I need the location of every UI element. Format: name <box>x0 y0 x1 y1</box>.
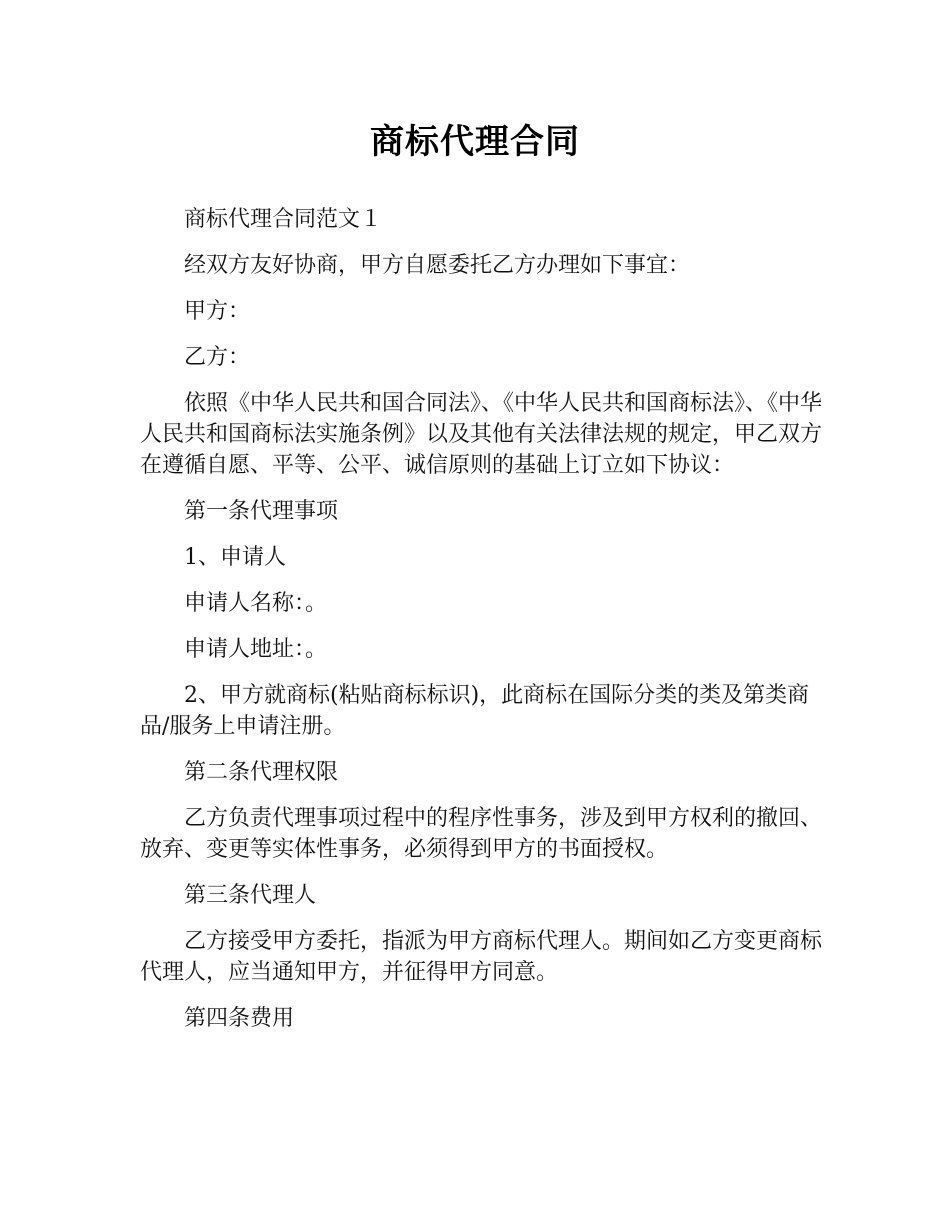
paragraph-agreement-intro: 经双方友好协商，甲方自愿委托乙方办理如下事宜： <box>184 253 691 278</box>
paragraph-article-4-heading: 第四条费用 <box>184 1006 295 1031</box>
paragraph-applicant-name: 申请人名称：。 <box>184 591 328 616</box>
document-title: 商标代理合同 <box>370 122 580 162</box>
paragraph-article-2-heading: 第二条代理权限 <box>184 760 339 785</box>
paragraph-agent-assignment: 乙方接受甲方委托，指派为甲方商标代理人。期间如乙方变更商标代理人，应当通知甲方，并征得甲方同意。 <box>140 929 823 985</box>
document-body <box>140 204 830 1049</box>
paragraph-legal-basis: 依照《中华人民共和国合同法》、《中华人民共和国商标法》、《中华人民共和国商标法实施条例》以及其他有关法律法规的规定，甲乙双方在遵循自愿、平等、公平、诚信原则的基础上订立如下协议： <box>140 391 823 478</box>
paragraph-applicant-address: 申请人地址：。 <box>184 637 328 662</box>
paragraph-intro-heading: 商标代理合同范文１ <box>184 207 383 232</box>
paragraph-article-3-heading: 第三条代理人 <box>184 883 317 908</box>
paragraph-party-b: 乙方： <box>184 345 251 370</box>
paragraph-applicant-heading: 1、申请人 <box>184 545 286 570</box>
paragraph-agency-authority: 乙方负责代理事项过程中的程序性事务，涉及到甲方权利的撤回、放弃、变更等实体性事务，必须得到甲方的书面授权。 <box>140 806 823 862</box>
paragraph-party-a: 甲方： <box>184 299 251 324</box>
paragraph-article-1-heading: 第一条代理事项 <box>184 499 339 524</box>
paragraph-trademark-registration: 2、甲方就商标(粘贴商标标识)，此商标在国际分类的类及第类商品/服务上申请注册。 <box>140 683 810 739</box>
